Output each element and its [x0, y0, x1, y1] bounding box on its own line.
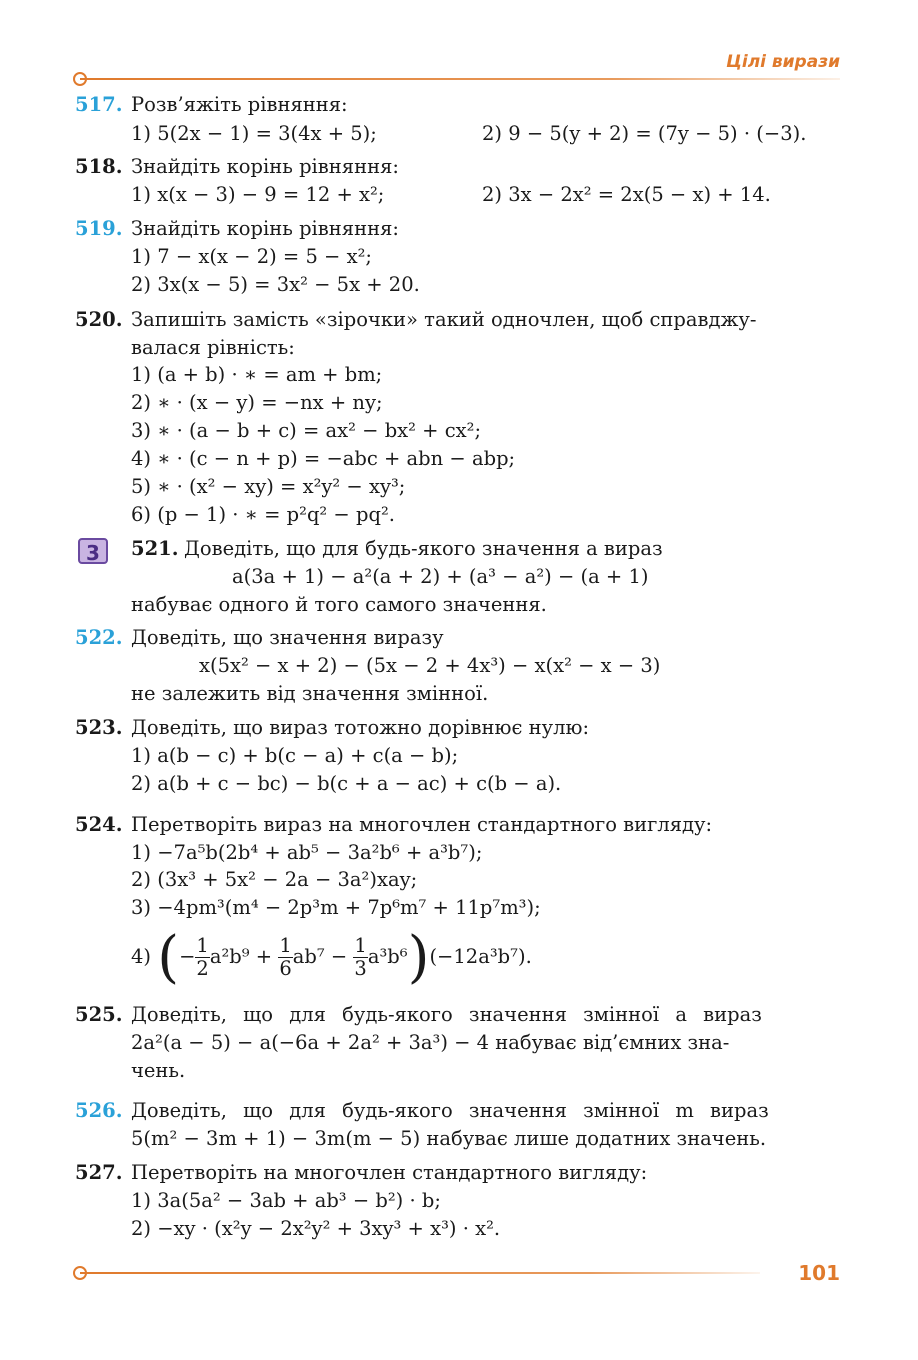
exercise-521-expression: a(3a + 1) − a²(a + 2) + (a³ − a²) − (a + 1) — [232, 565, 649, 588]
exercise-522-expression: x(5x² − x + 2) − (5x − 2 + 4x³) − x(x² − x − 3) — [199, 654, 661, 677]
exercise-number-522: 522. — [75, 626, 123, 649]
exercise-524-part4 — [131, 924, 532, 990]
exercise-522-text-line1: Доведіть, що значення виразу — [131, 626, 444, 649]
exercise-519-title: Знайдіть корінь рівняння: — [131, 217, 399, 240]
part4-prefix: 4) — [131, 945, 152, 968]
exercise-519-part1: 1) 7 − x(x − 2) = 5 − x²; — [131, 245, 372, 268]
exercise-525-line3: чень. — [131, 1059, 186, 1082]
part4-term1: a²b⁹ + — [209, 945, 273, 968]
exercise-number-521: 521. — [131, 537, 179, 560]
exercise-525-line2: 2a²(a − 5) − a(−6a + 2a² + 3a³) − 4 набуває від’ємних зна- — [131, 1031, 730, 1054]
exercise-number-518: 518. — [75, 155, 123, 178]
exercise-517-title: Розв’яжіть рівняння: — [131, 93, 348, 116]
exercise-524-part2: 2) (3x³ + 5x² − 2a − 3a²)xay; — [131, 868, 418, 891]
exercise-number-527: 527. — [75, 1161, 123, 1184]
exercise-518-part1: 1) x(x − 3) − 9 = 12 + x²; — [131, 183, 385, 206]
exercise-518-part2: 2) 3x − 2x² = 2x(5 − x) + 14. — [482, 183, 771, 206]
exercise-524-part1: 1) −7a⁵b(2b⁴ + ab⁵ − 3a²b⁶ + a³b⁷); — [131, 841, 483, 864]
exercise-number-525: 525. — [75, 1003, 123, 1026]
part4-term3: a³b⁶ — [367, 945, 408, 968]
right-paren: ) — [407, 924, 430, 990]
part4-minus: − — [179, 945, 196, 968]
exercise-524-title: Перетворіть вираз на многочлен стандартного вигляду: — [131, 813, 713, 836]
exercise-527-title: Перетворіть на многочлен стандартного вигляду: — [131, 1161, 648, 1184]
exercise-521-text-line1: Доведіть, що для будь-якого значення a вираз — [184, 537, 663, 560]
exercise-517-part2: 2) 9 − 5(y + 2) = (7y − 5) · (−3). — [482, 122, 807, 145]
exercise-number-523: 523. — [75, 716, 123, 739]
exercise-526-line2: 5(m² − 3m + 1) − 3m(m − 5) набуває лише додатних значень. — [131, 1127, 767, 1150]
exercise-number-517: 517. — [75, 93, 123, 116]
exercise-526-line1: Доведіть, що для будь-якого значення змінної m вираз — [131, 1099, 769, 1122]
part4-term2: ab⁷ − — [292, 945, 348, 968]
exercise-520-item: 3) ∗ · (a − b + c) = ax² − bx² + cx²; — [131, 419, 482, 442]
part4-tail: (−12a³b⁷). — [429, 945, 532, 968]
left-paren: ( — [157, 924, 180, 990]
fraction-one-sixth: $\frac{1}{6}$ — [279, 934, 292, 980]
header-rule — [80, 78, 840, 80]
exercise-523-title: Доведіть, що вираз тотожно дорівнює нулю: — [131, 716, 590, 739]
exercise-523-part1: 1) a(b − c) + b(c − a) + c(a − b); — [131, 744, 459, 767]
footer-rule — [80, 1272, 760, 1274]
exercise-520-title-line2: валася рівність: — [131, 336, 295, 359]
exercise-520-item: 4) ∗ · (c − n + p) = −abc + abn − abp; — [131, 447, 516, 470]
exercise-524-part3: 3) −4pm³(m⁴ − 2p³m + 7p⁶m⁷ + 11p⁷m³); — [131, 896, 541, 919]
section-title: Цілі вирази — [726, 52, 840, 72]
exercise-520-item: 6) (p − 1) · ∗ = p²q² − pq². — [131, 503, 395, 526]
exercise-521-text-line2: набуває одного й того самого значення. — [131, 593, 547, 616]
exercise-number-524: 524. — [75, 813, 123, 836]
exercise-number-520: 520. — [75, 308, 123, 331]
exercise-522-text-line2: не залежить від значення змінної. — [131, 682, 489, 705]
exercise-525-line1: Доведіть, що для будь-якого значення змінної a вираз — [131, 1003, 762, 1026]
fraction-one-half: $\frac{1}{2}$ — [196, 934, 209, 980]
exercise-520-item: 1) (a + b) · ∗ = am + bm; — [131, 363, 383, 386]
exercise-523-part2: 2) a(b + c − bc) − b(c + a − ac) + c(b − a). — [131, 772, 562, 795]
exercise-518-title: Знайдіть корінь рівняння: — [131, 155, 399, 178]
exercise-number-519: 519. — [75, 217, 123, 240]
exercise-520-title-line1: Запишіть замість «зірочки» такий одночлен, щоб справджу- — [131, 308, 757, 331]
exercise-527-part1: 1) 3a(5a² − 3ab + ab³ − b²) · b; — [131, 1189, 441, 1212]
page-number: 101 — [798, 1261, 840, 1285]
exercise-520-item: 5) ∗ · (x² − xy) = x²y² − xy³; — [131, 475, 406, 498]
exercise-520-item: 2) ∗ · (x − y) = −nx + ny; — [131, 391, 383, 414]
exercise-517-part1: 1) 5(2x − 1) = 3(4x + 5); — [131, 122, 377, 145]
exercise-519-part2: 2) 3x(x − 5) = 3x² − 5x + 20. — [131, 273, 420, 296]
exercise-527-part2: 2) −xy · (x²y − 2x²y² + 3xy³ + x³) · x². — [131, 1217, 501, 1240]
difficulty-level-badge: 3 — [78, 538, 108, 564]
fraction-one-third: $\frac{1}{3}$ — [354, 934, 367, 980]
exercise-number-526: 526. — [75, 1099, 123, 1122]
